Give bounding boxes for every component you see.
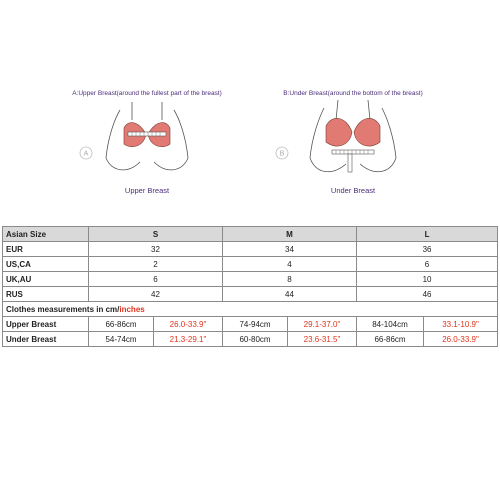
cell-s: 32: [89, 242, 223, 257]
table-row: [3, 317, 498, 332]
table-row: [3, 287, 498, 302]
row-label: Upper Breast: [3, 317, 89, 332]
row-label: EUR: [3, 242, 89, 257]
measurements-section-title: [3, 302, 498, 317]
table-header-row: [3, 227, 498, 242]
row-label: UK,AU: [3, 272, 89, 287]
upper-breast-label: Upper Breast: [124, 186, 170, 195]
section-text: Clothes measurements in cm/: [6, 304, 120, 314]
row-label: Under Breast: [3, 332, 89, 347]
table-row: [3, 242, 498, 257]
cell-s-in: 26.0-33.9": [154, 317, 223, 332]
cell-s-in: 21.3-29.1": [154, 332, 223, 347]
under-breast-figure: [268, 80, 438, 200]
under-breast-illustration: [268, 80, 438, 190]
upper-breast-caption: A:Upper Breast(around the fullest part of the breast): [72, 90, 222, 97]
cell-s: 42: [89, 287, 223, 302]
cell-l: 36: [357, 242, 498, 257]
upper-breast-illustration: [62, 80, 232, 190]
header-size-m: M: [223, 227, 357, 242]
section-highlight: inches: [119, 304, 145, 314]
cell-m: 4: [223, 257, 357, 272]
header-size-l: L: [357, 227, 498, 242]
cell-s: 2: [89, 257, 223, 272]
row-label: RUS: [3, 287, 89, 302]
cell-m: 44: [223, 287, 357, 302]
marker-a: A: [83, 150, 89, 158]
header-size-s: S: [89, 227, 223, 242]
table-row: [3, 272, 498, 287]
cell-l-cm: 66-86cm: [357, 332, 424, 347]
upper-breast-figure: [62, 80, 232, 200]
cell-m-in: 23.6-31.5": [288, 332, 357, 347]
cell-m-cm: 60-80cm: [223, 332, 288, 347]
cell-m-in: 29.1-37.0": [288, 317, 357, 332]
under-breast-label: Under Breast: [330, 186, 376, 195]
marker-b: B: [279, 150, 285, 158]
cell-l-in: 33.1-10.9": [424, 317, 498, 332]
cell-s: 6: [89, 272, 223, 287]
size-chart-table: [2, 226, 498, 347]
cell-l: 46: [357, 287, 498, 302]
measurements-section-row: [3, 302, 498, 317]
cell-s-cm: 54-74cm: [89, 332, 154, 347]
cell-l: 10: [357, 272, 498, 287]
table-row: [3, 257, 498, 272]
under-breast-caption: B:Under Breast(around the bottom of the breast): [283, 90, 423, 97]
cell-l-in: 26.0-33.9": [424, 332, 498, 347]
row-label: US,CA: [3, 257, 89, 272]
cell-l: 6: [357, 257, 498, 272]
cell-s-cm: 66-86cm: [89, 317, 154, 332]
cell-m: 34: [223, 242, 357, 257]
cell-m: 8: [223, 272, 357, 287]
cell-m-cm: 74-94cm: [223, 317, 288, 332]
cell-l-cm: 84-104cm: [357, 317, 424, 332]
header-asian-size: Asian Size: [3, 227, 89, 242]
table-row: [3, 332, 498, 347]
